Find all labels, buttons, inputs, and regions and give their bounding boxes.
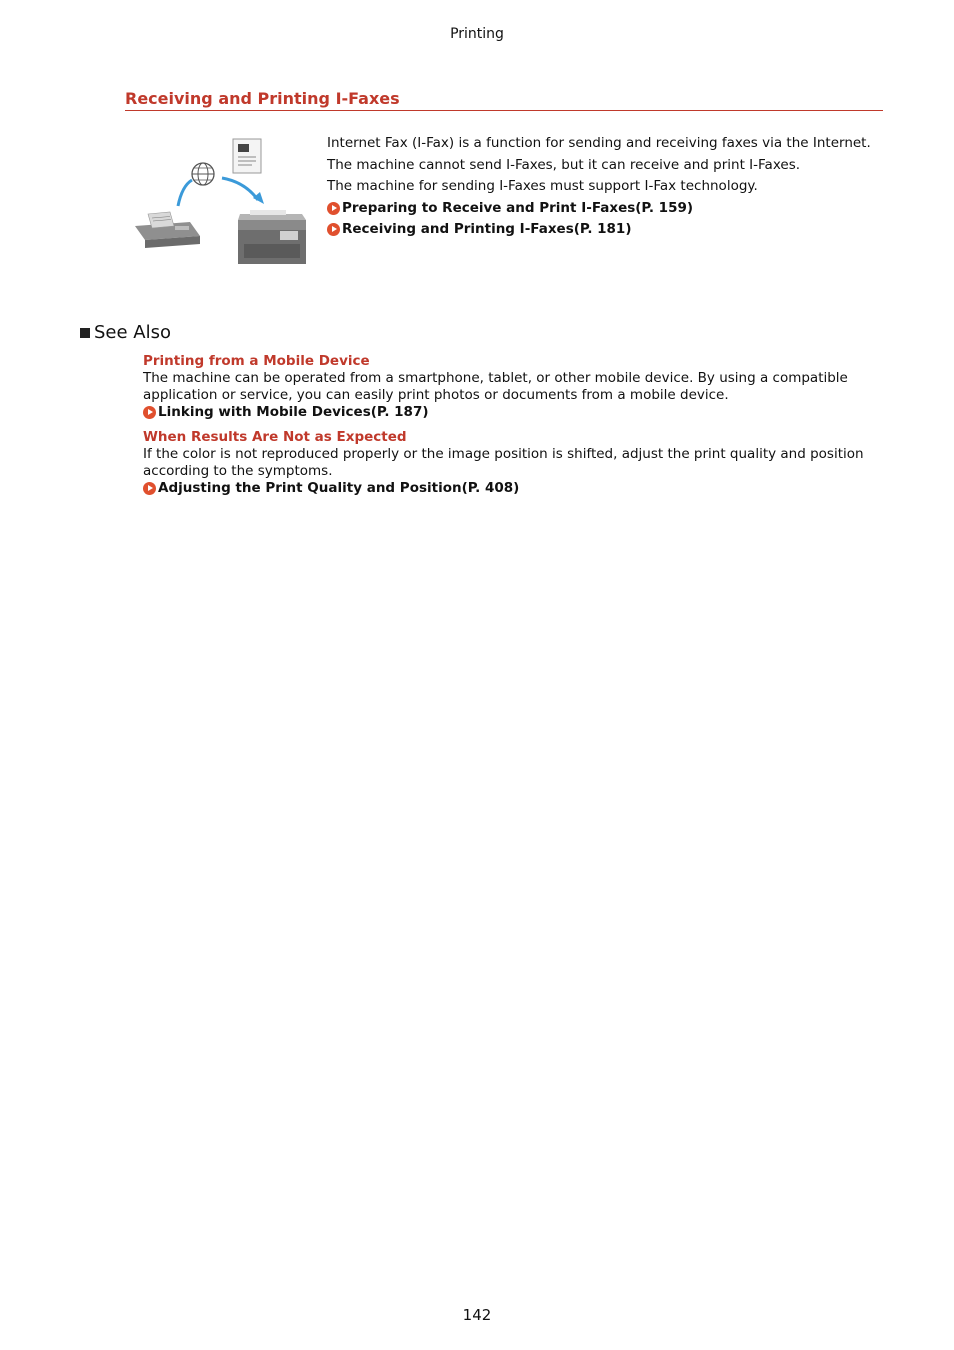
link-linking-mobile-devices[interactable] [143, 404, 883, 421]
section-title: Receiving and Printing I-Faxes [125, 89, 883, 111]
flow-arrow-icon [178, 180, 192, 206]
link-label: Linking with Mobile Devices(P. 187) [158, 404, 429, 420]
link-arrow-icon [143, 482, 156, 495]
link-arrow-icon [143, 406, 156, 419]
link-preparing-receive-ifax[interactable] [327, 198, 907, 220]
see-also-label: See Also [94, 322, 172, 343]
section-intro [327, 133, 907, 241]
see-also-item-body: If the color is not reproduced properly or the image position is shifted, adjust the print quality and position according to the symptoms. [143, 446, 864, 479]
square-bullet-icon [80, 328, 90, 338]
link-adjust-print-quality[interactable] [143, 480, 883, 497]
fax-machine-icon [135, 212, 200, 248]
link-receiving-printing-ifax[interactable] [327, 219, 907, 241]
document-icon [233, 139, 261, 173]
intro-line: Internet Fax (I-Fax) is a function for sending and receiving faxes via the Internet. [327, 135, 871, 151]
flow-arrow-icon [222, 178, 258, 200]
page-number: 142 [462, 1306, 492, 1324]
link-arrow-icon [327, 202, 340, 215]
intro-line: The machine cannot send I-Faxes, but it can receive and print I-Faxes. [327, 156, 801, 173]
link-label: Preparing to Receive and Print I-Faxes(P. 159) [342, 199, 694, 216]
see-also-item [143, 353, 883, 421]
link-arrow-icon [327, 223, 340, 236]
printer-icon [238, 210, 306, 264]
ifax-illustration [130, 134, 310, 268]
see-also-item-body: The machine can be operated from a smartphone, tablet, or other mobile device. By using a compatible application or service, you can easily print photos or documents from a mobile device. [143, 370, 848, 403]
running-head: Printing [450, 26, 504, 42]
see-also-item-title: Printing from a Mobile Device [143, 353, 370, 369]
see-also-item-title: When Results Are Not as Expected [143, 429, 407, 445]
globe-icon [192, 163, 214, 185]
link-label: Receiving and Printing I-Faxes(P. 181) [342, 221, 632, 237]
see-also-item [143, 429, 883, 497]
intro-line: The machine for sending I-Faxes must support I-Fax technology. [327, 178, 758, 194]
link-label: Adjusting the Print Quality and Position(P. 408) [158, 480, 520, 496]
see-also-heading [80, 322, 171, 343]
